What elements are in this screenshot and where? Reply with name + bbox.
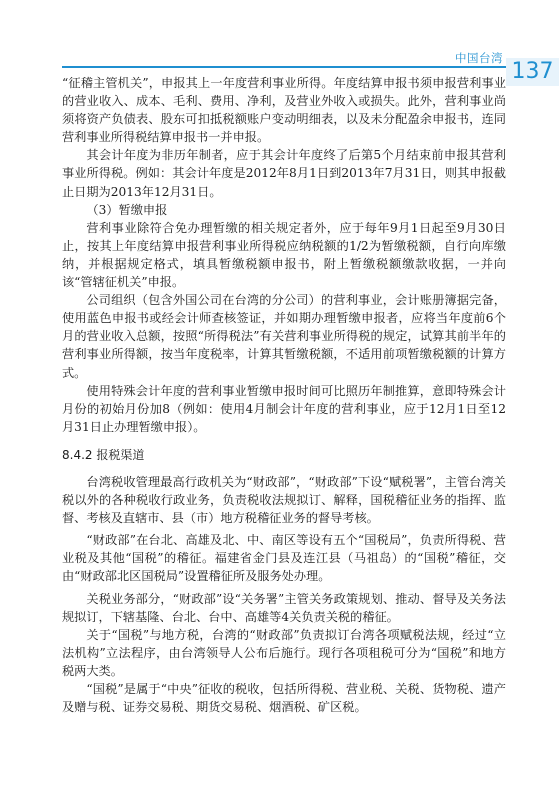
paragraph: 营利事业除符合免办理暂缴的相关规定者外，应于每年9月1日起至9月30日止，按其上年度结算申报营利事业所得税应纳税额的1/2为暂缴税额，自行向库缴纳，并根据规定格式，填具暂缴税额申报书，附上暂缴税额缴款收据，一并向该“管辖征机关”申报。: [62, 220, 506, 290]
body-text: [62, 74, 506, 716]
paragraph: “征稽主管机关”，申报其上一年度营利事业所得。年度结算申报书须申报营利事业的营业收入、成本、毛利、费用、净利，及营业外收入或损失。此外，营利事业尚须将资产负债表、股东可扣抵税额账户变动明细表，以及未分配盈余申报书，连同营利事业所得税结算申报书一并申报。: [62, 76, 506, 145]
paragraph: 台湾税收管理最高行政机关为“财政部”，“财政部”下设“赋税署”，主管台湾关税以外的各种税收行政业务，负责税收法规拟订、解释，国税稽征业务的指挥、监督、考核及直辖市、县（市）地方税稽征业务的督导考核。: [62, 474, 506, 526]
paragraph: 关于“国税”与地方税，台湾的“财政部”负责拟订台湾各项赋税法规，经过“立法机构”立法程序，由台湾领导人公布后施行。现行各项租税可分为“国税”和地方税两大类。: [62, 627, 506, 678]
paragraph: 公司组织（包含外国公司在台湾的分公司）的营利事业，会计账册簿据完备，使用蓝色申报书或经会计师查核签证，并如期办理暂缴申报者，应将当年度前6个月的营业收入总额，按照“所得税法”有关营利事业所得税的规定，试算其前半年的营利事业所得额，按当年度税率，计算其暂缴税额，不适用前项暂缴税额的计算方式。: [62, 293, 506, 380]
paragraph: 使用特殊会计年度的营利事业暂缴申报时间可比照历年制推算，意即特殊会计月份的初始月份加8（例如：使用4月制会计年度的营利事业，应于12月1日至12月31日止办理暂缴申报）。: [62, 383, 506, 434]
subheading: （3）暂缴申报: [86, 202, 168, 217]
paragraph: “国税”是属于“中央”征收的税收，包括所得税、营业税、关税、货物税、遗产及赠与税、证券交易税、期货交易税、烟酒税、矿区税。: [62, 682, 506, 715]
section-heading: 8.4.2 报税渠道: [62, 447, 145, 462]
paragraph: 关税业务部分，“财政部”设“关务署”主管关务政策规划、推动、督导及关务法规拟订，下辖基隆、台北、台中、高雄等4关负责关税的稽征。: [62, 591, 506, 624]
paragraph: “财政部”在台北、高雄及北、中、南区等设有五个“国税局”，负责所得税、营业税及其他“国税”的稽征。福建省金门县及连江县（马祖岛）的“国税”稽征，交由“财政部北区国税局”设置稽征所及服务处办理。: [62, 533, 506, 584]
header-country-label: 中国台湾: [455, 51, 503, 65]
page-number: 137: [506, 58, 559, 86]
paragraph: 其会计年度为非历年制者，应于其会计年度终了后第5个月结束前申报其营利事业所得税。例如：其会计年度是2012年8月1日到2013年7月31日，则其申报截止日期为2013年12月31日。: [62, 148, 506, 199]
header-rule: [62, 66, 506, 68]
